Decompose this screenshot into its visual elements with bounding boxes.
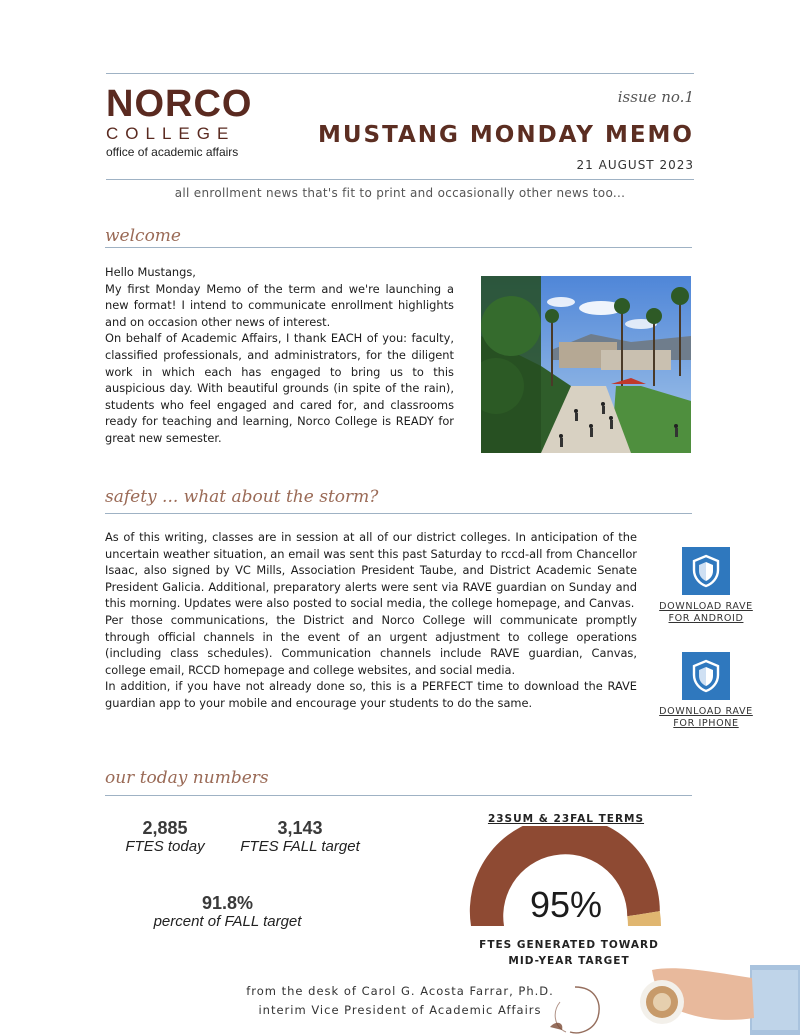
shield-icon bbox=[682, 547, 730, 595]
percent-target-value: 91.8% bbox=[201, 893, 254, 913]
signoff-author: from the desk of Carol G. Acosta Farrar, Ph.D. bbox=[246, 984, 554, 998]
memo-date: 21 AUGUST 2023 bbox=[576, 158, 694, 172]
safety-rule bbox=[105, 513, 692, 514]
percent-target-stat bbox=[140, 893, 315, 931]
rave-iphone-download[interactable] bbox=[651, 652, 761, 730]
safety-body bbox=[105, 529, 637, 712]
hand-with-coffee-decoration bbox=[632, 960, 800, 1035]
header-bottom-rule bbox=[106, 179, 694, 180]
safety-paragraph: Per those communications, the District and Norco College will communicate promptly through official channels in the event of an urgent adjustment to college operations (including class schedules). Communication channels include RAVE guardian, Canvas, college email, RCCD homepage and college websites, and social media. bbox=[105, 612, 637, 677]
ftes-target-value: 3,143 bbox=[277, 818, 323, 838]
rave-iphone-link[interactable]: DOWNLOAD RAVE FOR IPHONE bbox=[659, 706, 753, 729]
gauge-percent-value: 95% bbox=[529, 884, 603, 925]
ftes-target-stat bbox=[230, 818, 370, 856]
welcome-paragraph: On behalf of Academic Affairs, I thank EACH of you: faculty, classified professionals, and administrators, for the diligent work in which each has engaged to bring us to this auspicious day. With beautiful grounds (in spite of the rain), students who feel engaged and cared for, and classrooms ready for teaching and learning, Norco College is READY for great new semester. bbox=[105, 331, 454, 445]
logo-college-text: COLLEGE bbox=[106, 124, 236, 143]
welcome-paragraph: My first Monday Memo of the term and we're launching a new format! I intend to communicate enrollment highlights and on occasion other news of interest. bbox=[105, 281, 454, 329]
percent-target-label: percent of FALL target bbox=[153, 913, 302, 930]
rave-android-download[interactable] bbox=[651, 547, 761, 625]
safety-paragraph: In addition, if you have not already done so, this is a PERFECT time to download the RAVE guardian app to your mobile and encourage your students to do the same. bbox=[105, 679, 637, 710]
gauge-caption-line: MID-YEAR TARGET bbox=[508, 955, 630, 967]
welcome-body bbox=[105, 264, 454, 447]
safety-paragraph: As of this writing, classes are in session at all of our district colleges. In anticipation of the uncertain weather situation, an email was sent this past Saturday to rccd-all from Chancellor Isaac, also signed by VC Mills, Association President Taube, and District Academic Senate President Galicia. Additional, preparatory alerts were sent via RAVE guardian on Sunday and this morning. Updates were also posted to social media, the college homepage, and Canvas. bbox=[105, 530, 637, 611]
numbers-heading: our today numbers bbox=[105, 768, 269, 788]
shield-icon bbox=[682, 652, 730, 700]
logo-office-text: office of academic affairs bbox=[106, 145, 239, 159]
header-top-rule bbox=[106, 73, 694, 74]
rave-android-link[interactable]: DOWNLOAD RAVE FOR ANDROID bbox=[659, 601, 753, 624]
tagline: all enrollment news that's fit to print and occasionally other news too... bbox=[174, 186, 626, 200]
memo-title: MUSTANG MONDAY MEMO bbox=[317, 122, 694, 148]
welcome-rule bbox=[105, 247, 692, 248]
gauge-title: 23SUM & 23FAL TERMS bbox=[487, 813, 645, 825]
safety-heading: safety ... what about the storm? bbox=[105, 487, 379, 507]
ftes-target-label: FTES FALL target bbox=[240, 838, 360, 855]
signoff-role: interim Vice President of Academic Affairs bbox=[258, 1003, 542, 1017]
welcome-greeting: Hello Mustangs, bbox=[105, 265, 196, 279]
ftes-today-label: FTES today bbox=[125, 838, 205, 855]
welcome-heading: welcome bbox=[105, 226, 181, 246]
signoff bbox=[220, 982, 580, 1020]
issue-number: issue no.1 bbox=[617, 88, 694, 106]
ftes-today-value: 2,885 bbox=[142, 818, 188, 838]
campus-photo bbox=[481, 276, 691, 453]
logo-norco-text: NORCO bbox=[106, 83, 253, 125]
numbers-rule bbox=[105, 795, 692, 796]
gauge-caption-line: FTES GENERATED TOWARD bbox=[479, 939, 659, 951]
norco-college-logo bbox=[106, 83, 266, 159]
ftes-today-stat bbox=[110, 818, 220, 856]
